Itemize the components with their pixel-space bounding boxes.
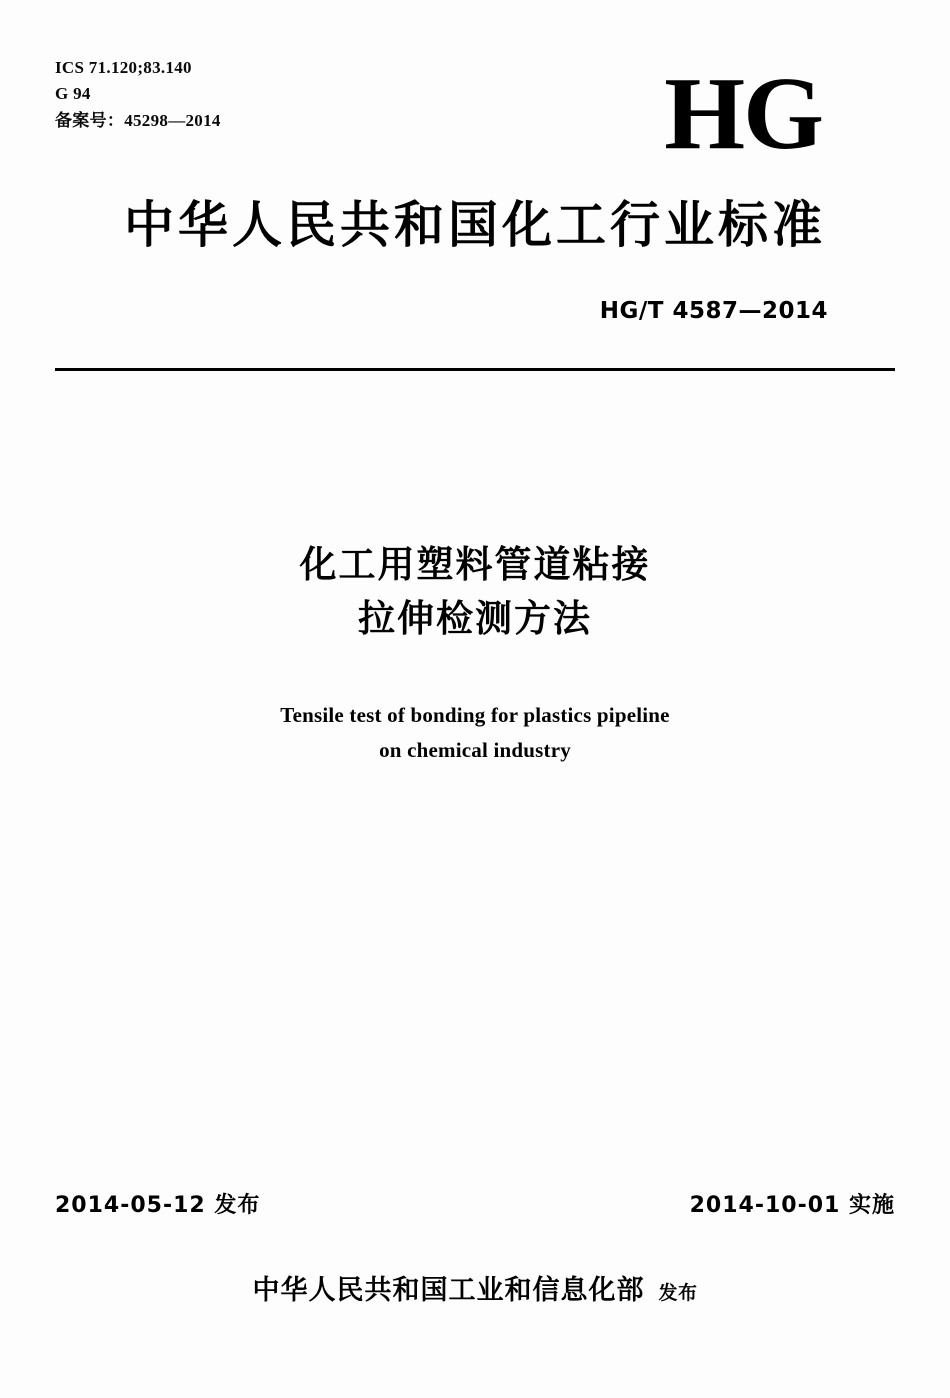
record-number-line: 备案号：45298—2014	[55, 110, 221, 130]
effective-date: 2014-10-01 实施	[689, 1193, 895, 1218]
publisher-suffix: 发布	[658, 1282, 698, 1304]
hg-logo: HG	[664, 56, 822, 171]
ics-code-line: ICS 71.120;83.140	[55, 58, 192, 77]
standard-number: HG/T 4587—2014	[599, 298, 828, 324]
page-title: 中华人民共和国化工行业标准	[124, 196, 826, 254]
document-title-cn-line2: 拉伸检测方法	[358, 596, 592, 640]
publisher-line	[0, 1268, 950, 1307]
document-title-en-line2: on chemical industry	[379, 737, 571, 762]
publisher-name: 中华人民共和国工业和信息化部	[252, 1275, 645, 1306]
ics-header-block	[55, 55, 221, 134]
date-row	[55, 1188, 895, 1219]
document-title-en-line1: Tensile test of bonding for plastics pipeline	[280, 703, 670, 727]
document-title-cn	[0, 538, 950, 645]
issue-date: 2014-05-12 发布	[55, 1193, 261, 1218]
document-title-en	[0, 698, 950, 767]
horizontal-divider	[55, 368, 895, 371]
document-title-cn-line1: 化工用塑料管道粘接	[299, 543, 651, 586]
category-code-line: G 94	[55, 84, 91, 104]
